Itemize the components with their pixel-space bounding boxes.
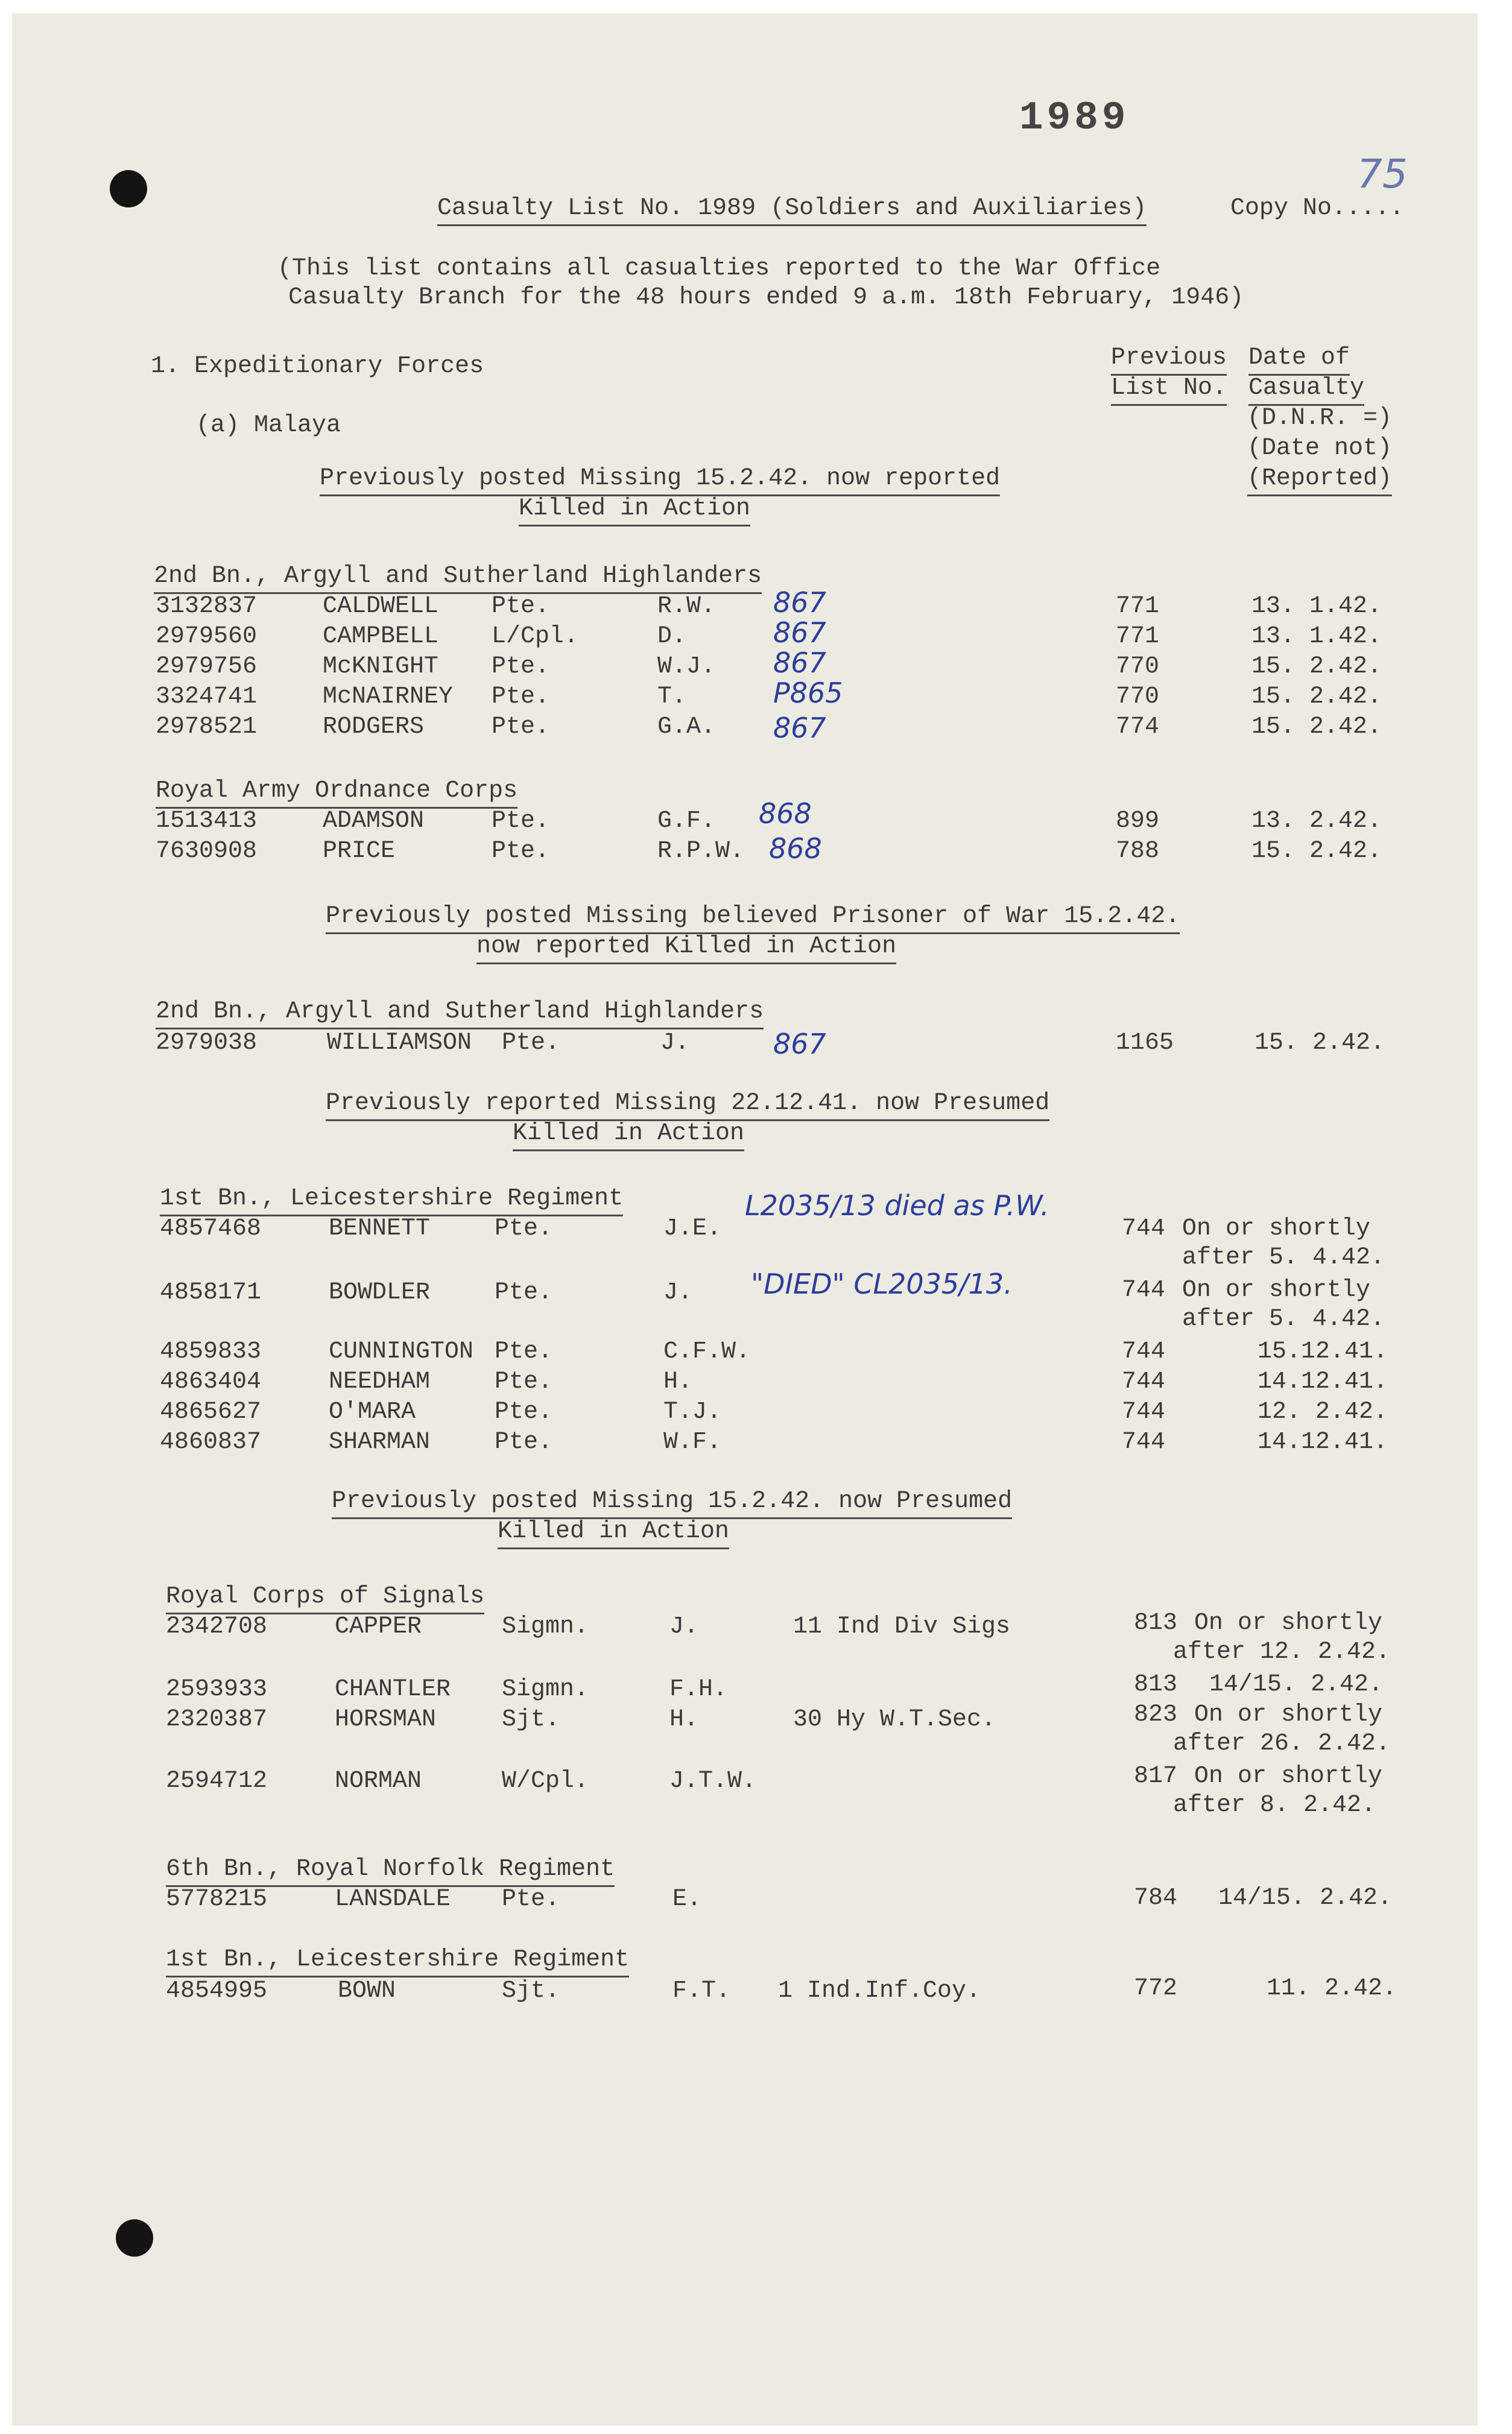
unit-heading: Royal Corps of Signals: [166, 1582, 484, 1614]
unit-heading: 2nd Bn., Argyll and Sutherland Highlanders: [156, 997, 764, 1029]
handwritten-annotation: 867: [773, 586, 826, 619]
column-header-casualty: Casualty: [1248, 374, 1364, 406]
category-heading: now reported Killed in Action: [476, 932, 896, 964]
column-header-previous: Previous: [1111, 344, 1227, 376]
handwritten-annotation: L2035/13 died as P.W.: [745, 1189, 1049, 1222]
category-heading: Killed in Action: [513, 1119, 744, 1151]
category-heading: Killed in Action: [519, 495, 750, 526]
category-heading: Previously posted Missing 15.2.42. now reported: [320, 464, 1000, 496]
column-header-list-no: List No.: [1111, 374, 1227, 406]
handwritten-annotation: 868: [769, 832, 822, 865]
column-header-dnr: (D.N.R. =): [1247, 405, 1393, 432]
unit-heading: 2nd Bn., Argyll and Sutherland Highlanders: [154, 562, 762, 594]
unit-heading: 6th Bn., Royal Norfolk Regiment: [166, 1855, 615, 1887]
punch-hole: [110, 170, 147, 207]
subsection-heading: (a) Malaya: [196, 412, 341, 439]
unit-heading: 1st Bn., Leicestershire Regiment: [166, 1946, 629, 1977]
copy-number-handwritten: 75: [1357, 151, 1408, 197]
handwritten-annotation: 868: [759, 797, 812, 830]
punch-hole: [116, 2219, 153, 2257]
category-heading: Previously posted Missing 15.2.42. now Presumed: [332, 1487, 1012, 1519]
intro-line-1: (This list contains all casualties reported to the War Office: [277, 255, 1161, 282]
handwritten-annotation: 867: [773, 712, 826, 744]
column-header-date-not: (Date not): [1247, 435, 1393, 462]
handwritten-annotation: P865: [773, 677, 843, 709]
handwritten-annotation: 867: [773, 616, 826, 649]
document-page: 1989 75 Casualty List No. 1989 (Soldiers and Auxiliaries) Copy No..... (This list contains all casualties reported to the War Office Casualty Branch for the 48 hours ended 9 a.m. 18th February, 1946) 1. Expeditionary Forces (a) Malaya Previous List No. Date of Casualty (D.N.R. =) (Date not) (Reported) Previously posted Missing 15.2.42. now reported Killed in Action 2nd Bn., Argyll and Sutherland Highlanders 3132837 CALDWELL Pte. R.W. 867 771 13. 1.42. 2979560 CAMPBELL L/Cpl. D. 867 771 13. 1.42. 2979756 McKNIGHT Pte. W.J. 867 770 15. 2.42. 3324741 McNAIRNEY Pte. T. P865 770 15. 2.42. 2978521 RODGERS Pte. G.A. 867 774 15. 2.42. Royal Army Ordnance Corps 1513413 ADAMSON Pte. G.F. 868 899 13. 2.42. 7630908 PRICE Pte. R.P.W. 868 788 15. 2.42. Previously posted Missing believed Prisoner of War 15.2.42. now reported Killed in Action 2nd Bn., Argyll and Sutherland Highlanders 2979038 WILLIAMSON Pte. J. 867 1165 15. 2.42. Previously reported Missing 22.12.41. now Presumed Killed in Action 1st Bn., Leicestershire Regiment 4857468 BENNETT Pte. J.E. L2035/13 died as P.W. 744 On or shortly after 5. 4.42. 4858171 BOWDLER Pte. J. "DIED" CL2035/13. 744 On or shortly after 5. 4.42. 4859833 CUNNINGTON Pte. C.F.W. 744 15.12.41. 4863404 NEEDHAM Pte. H. 744 14.12.41. 4865627 O'MARA Pte. T.J. 744 12. 2.42. 4860837 SHARMAN Pte. W.F. 744 14.12.41. Previously posted Missing 15.2.42. now Presumed Killed in Action Royal Corps of Signals 2342708 CAPPER Sigmn. J. 11 Ind Div Sigs 813 On or shortly after 12. 2.42. 2593933 CHANTLER Sigmn. F.H. 813 14/15. 2.42. 2320387 HORSMAN Sjt. H. 30 Hy W.T.Sec. 823 On or shortly after 26. 2.42. 2594712 NORMAN W/Cpl. J.T.W. 817 On or shortly after 8. 2.42. 6th Bn., Royal Norfolk Regiment 5778215 LANSDALE Pte. E. 784 14/15. 2.42. 1st Bn., Leicestershire Regiment 4854995 BOWN Sjt. F.T. 1 Ind.Inf.Coy. 772 11. 2.42.: [12, 13, 1478, 2426]
intro-line-2: Casualty Branch for the 48 hours ended 9 a.m. 18th February, 1946): [288, 284, 1244, 311]
column-header-reported: (Reported): [1247, 464, 1392, 496]
handwritten-annotation: 867: [773, 646, 826, 679]
handwritten-annotation: "DIED" CL2035/13.: [751, 1268, 1013, 1300]
category-heading: Killed in Action: [498, 1517, 729, 1549]
list-number: 1989: [1019, 95, 1130, 141]
document-title: Casualty List No. 1989 (Soldiers and Auxiliaries): [437, 194, 1147, 226]
category-heading: Previously posted Missing believed Prisoner of War 15.2.42.: [326, 902, 1180, 934]
column-header-date-of: Date of: [1248, 344, 1350, 376]
unit-heading: 1st Bn., Leicestershire Regiment: [160, 1184, 623, 1216]
section-heading: 1. Expeditionary Forces: [151, 353, 484, 380]
handwritten-annotation: 867: [773, 1028, 826, 1060]
copy-label: Copy No.....: [1230, 195, 1405, 222]
unit-heading: Royal Army Ordnance Corps: [156, 777, 517, 809]
category-heading: Previously reported Missing 22.12.41. now Presumed: [326, 1089, 1049, 1121]
